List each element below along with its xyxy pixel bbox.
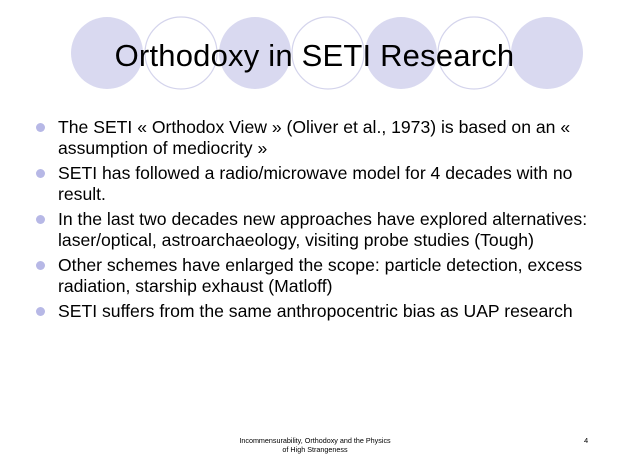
footer-text bbox=[180, 436, 450, 454]
bullet-item bbox=[34, 163, 594, 205]
page-number: 4 bbox=[584, 436, 589, 445]
bullet-text: The SETI « Orthodox View » (Oliver et al., 1973) is based on an « assumption of mediocrity » bbox=[58, 117, 571, 158]
bullet-item bbox=[34, 117, 594, 159]
bullet-item bbox=[34, 255, 594, 297]
bullet-icon bbox=[36, 215, 45, 224]
bullet-icon bbox=[36, 169, 45, 178]
bullet-list bbox=[34, 117, 594, 326]
bullet-icon bbox=[36, 307, 45, 316]
bullet-text: SETI has followed a radio/microwave model for 4 decades with no result. bbox=[58, 163, 573, 204]
bullet-icon bbox=[36, 123, 45, 132]
bullet-item bbox=[34, 209, 594, 251]
bullet-item bbox=[34, 301, 594, 322]
bullet-text: Other schemes have enlarged the scope: particle detection, excess radiation, starship exhaust (Matloff) bbox=[58, 255, 583, 296]
footer-line-2: of High Strangeness bbox=[282, 445, 348, 454]
bullet-text: In the last two decades new approaches have explored alternatives: laser/optical, astroarchaeology, visiting probe studies (Tough) bbox=[58, 209, 588, 250]
bullet-text: SETI suffers from the same anthropocentric bias as UAP research bbox=[58, 301, 573, 321]
slide-title: Orthodoxy in SETI Research bbox=[114, 38, 515, 73]
bullet-icon bbox=[36, 261, 45, 270]
footer-line-1: Incommensurability, Orthodoxy and the Physics bbox=[239, 436, 391, 445]
